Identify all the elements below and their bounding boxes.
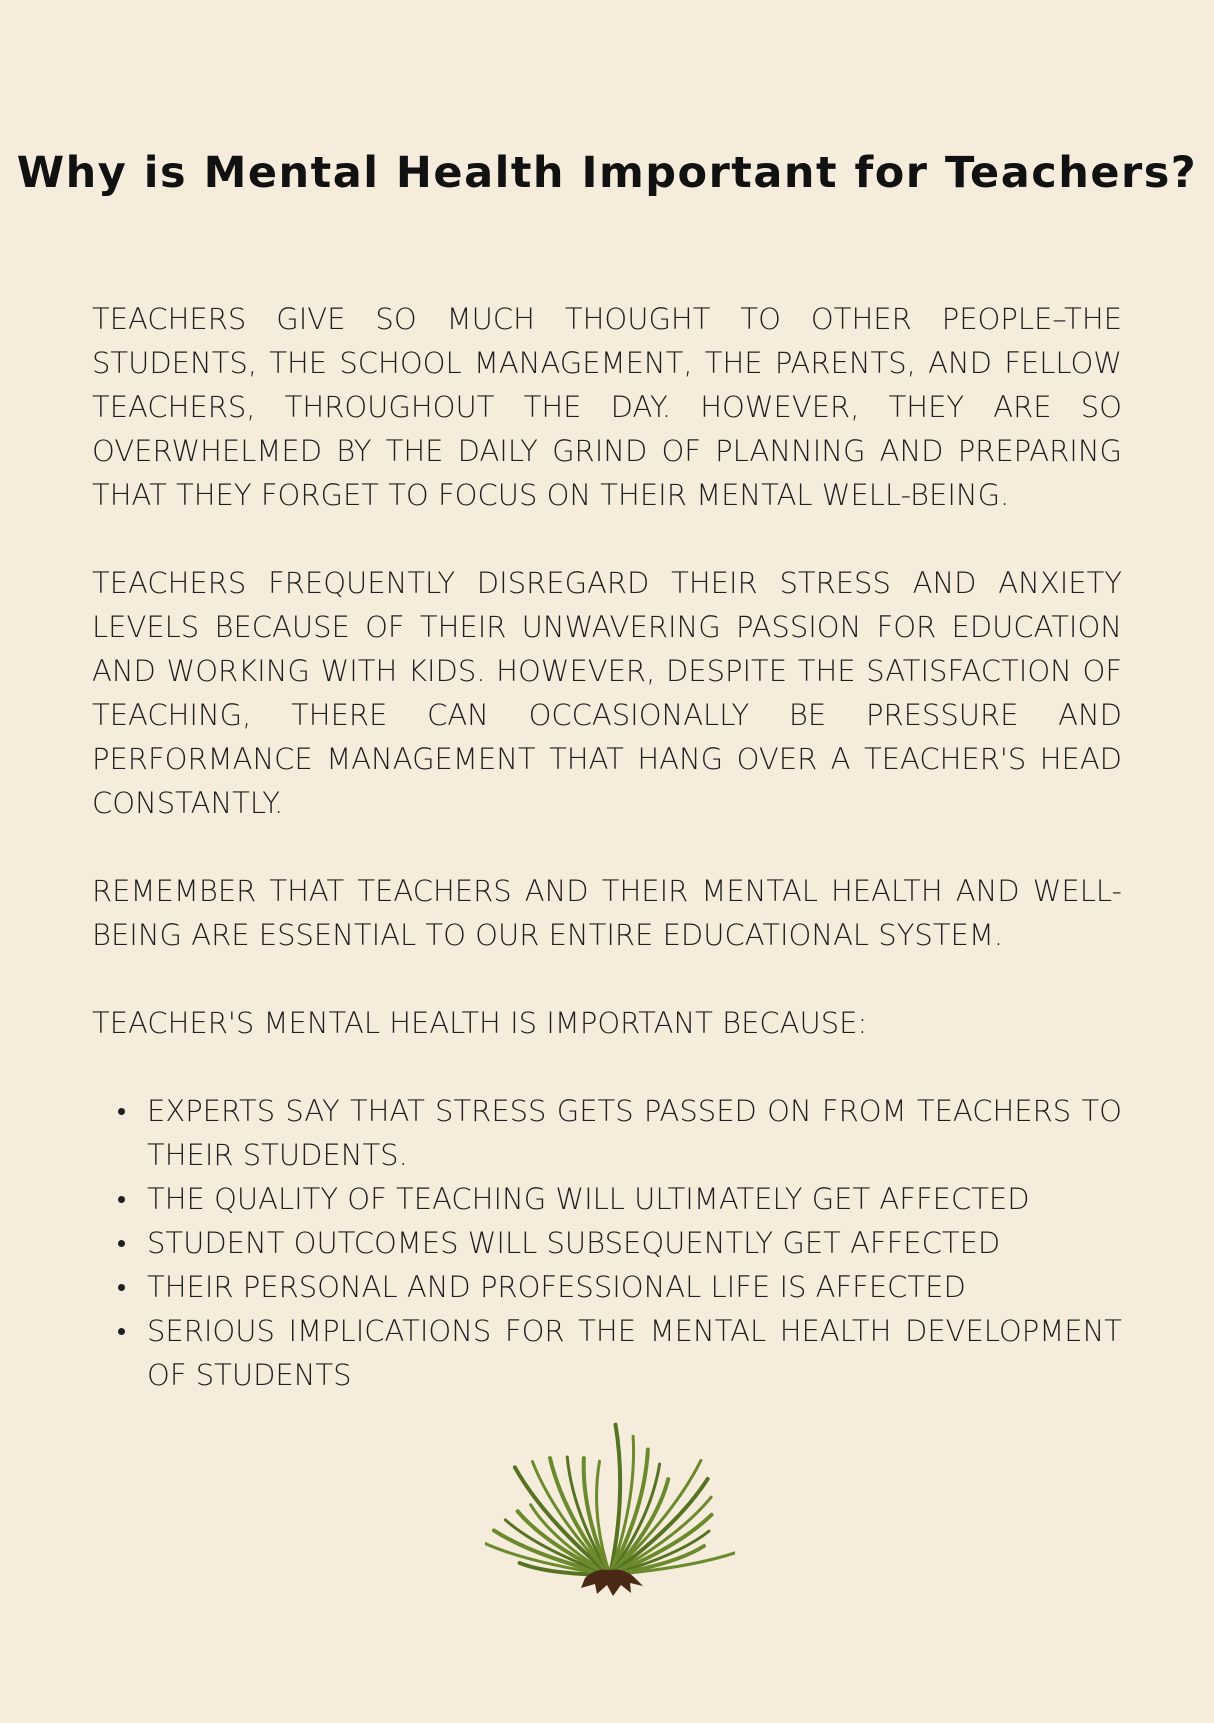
palm-plant-icon: [485, 1400, 735, 1610]
leaves: [485, 1425, 735, 1575]
bullet-icon: [118, 1196, 125, 1203]
reasons-list: [92, 1089, 1122, 1397]
list-item: [92, 1309, 1122, 1397]
page-title: Why is Mental Health Important for Teachers?: [16, 148, 1198, 198]
bullet-icon: [118, 1284, 125, 1291]
paragraph-list-intro: TEACHER'S MENTAL HEALTH IS IMPORTANT BECAUSE:: [92, 1006, 868, 1040]
list-item-text: STUDENT OUTCOMES WILL SUBSEQUENTLY GET AFFECTED: [147, 1226, 1001, 1260]
list-item-text: EXPERTS SAY THAT STRESS GETS PASSED ON FROM TEACHERS TO THEIR STUDENTS.: [147, 1094, 1122, 1172]
bullet-icon: [118, 1328, 125, 1335]
list-item: [92, 1177, 1122, 1221]
paragraph-intro: TEACHERS GIVE SO MUCH THOUGHT TO OTHER PEOPLE–THE STUDENTS, THE SCHOOL MANAGEMENT, THE PARENTS, AND FELLOW TEACHERS, THROUGHOUT THE DAY. HOWEVER, THEY ARE SO OVERWHELMED BY THE DAILY GRIND OF PLANNING AND PREPARING THAT THEY FORGET TO FOCUS ON THEIR MENTAL WELL-BEING.: [92, 302, 1122, 512]
bullet-icon: [118, 1240, 125, 1247]
body-content: [92, 297, 1122, 1397]
list-item-text: SERIOUS IMPLICATIONS FOR THE MENTAL HEALTH DEVELOPMENT OF STUDENTS: [147, 1314, 1122, 1392]
bullet-icon: [118, 1108, 125, 1115]
list-item: [92, 1221, 1122, 1265]
list-item: [92, 1265, 1122, 1309]
list-item-text: THEIR PERSONAL AND PROFESSIONAL LIFE IS AFFECTED: [147, 1270, 966, 1304]
list-item: [92, 1089, 1122, 1177]
paragraph-remember: REMEMBER THAT TEACHERS AND THEIR MENTAL HEALTH AND WELL-BEING ARE ESSENTIAL TO OUR ENTIRE EDUCATIONAL SYSTEM.: [92, 874, 1122, 952]
list-item-text: THE QUALITY OF TEACHING WILL ULTIMATELY GET AFFECTED: [147, 1182, 1030, 1216]
paragraph-stress: TEACHERS FREQUENTLY DISREGARD THEIR STRESS AND ANXIETY LEVELS BECAUSE OF THEIR UNWAVERING PASSION FOR EDUCATION AND WORKING WITH KIDS. HOWEVER, DESPITE THE SATISFACTION OF TEACHING, THERE CAN OCCASIONALLY BE PRESSURE AND PERFORMANCE MANAGEMENT THAT HANG OVER A TEACHER'S HEAD CONSTANTLY.: [92, 566, 1122, 820]
